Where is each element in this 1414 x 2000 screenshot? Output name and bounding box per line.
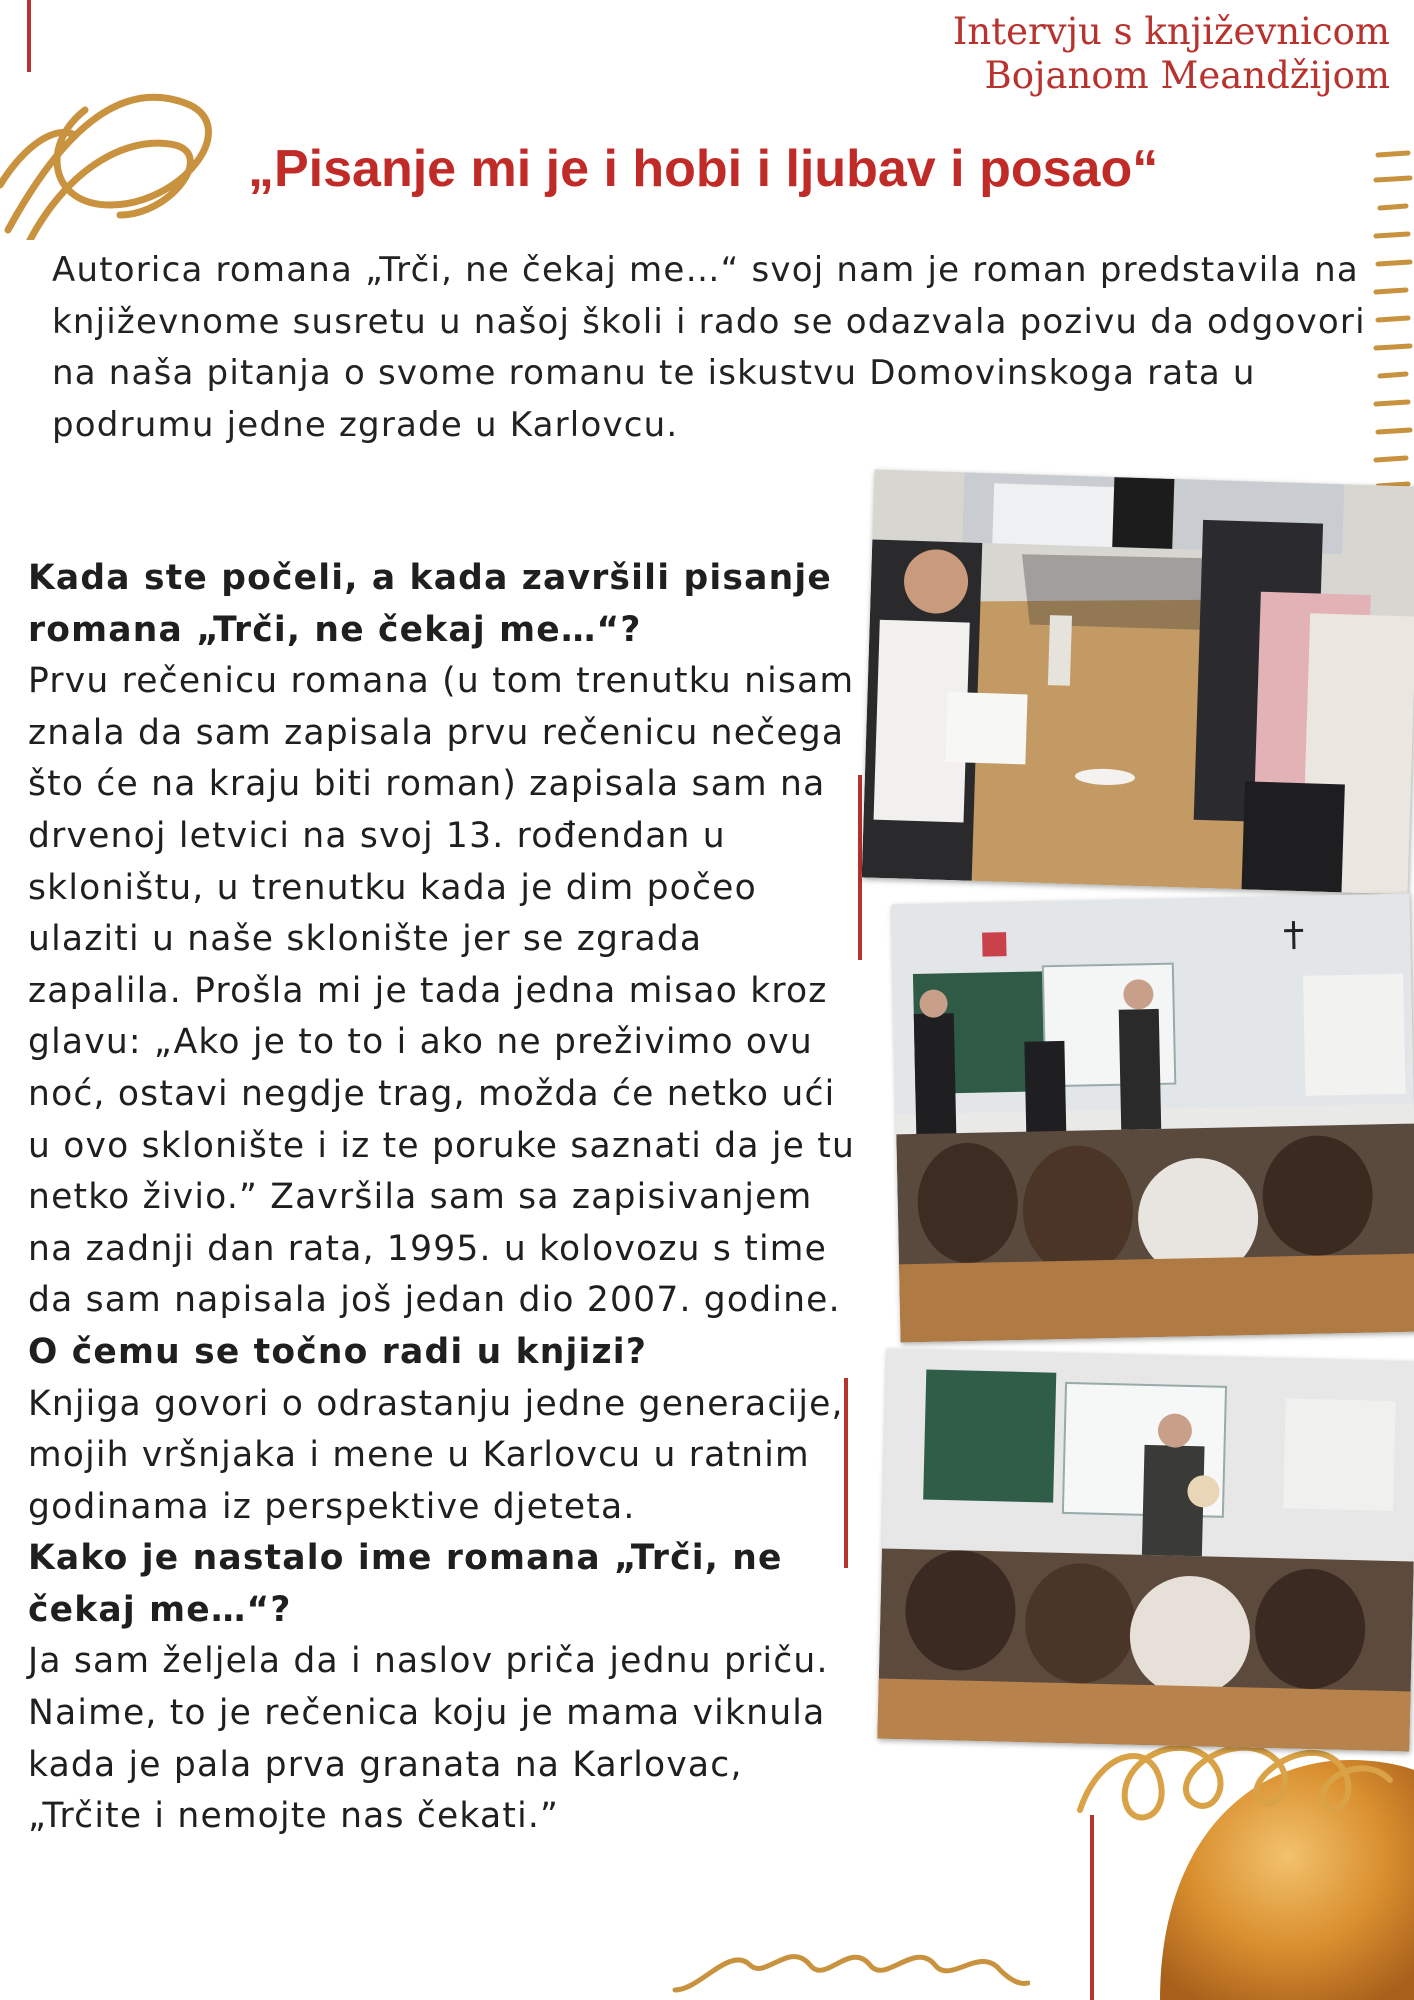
gold-semicircle-decoration bbox=[1070, 1720, 1414, 2000]
interview-question-2: O čemu se točno radi u knjizi? bbox=[28, 1331, 648, 1372]
header-label bbox=[953, 10, 1390, 98]
gold-waves-decoration bbox=[670, 1935, 1030, 2000]
interview-column bbox=[28, 553, 858, 1843]
page-title: „Pisanje mi je i hobi i ljubav i posao“ bbox=[248, 140, 1159, 198]
interview-question-3: Kako je nastalo ime romana „Trči, ne čekaj me…“? bbox=[28, 1538, 783, 1630]
gold-stripes-decoration bbox=[1370, 150, 1414, 495]
interview-answer-3: Ja sam željela da i naslov priča jednu priču. Naime, to je rečenica koju je mama viknula kada je pala prva granata na Karlovac, „Trčite i nemojte nas čekati.” bbox=[28, 1641, 829, 1837]
interview-answer-2: Knjiga govori o odrastanju jedne generacije, mojih vršnjaka i mene u Karlovcu u ratnim godinama iz perspektive djeteta. bbox=[28, 1383, 844, 1527]
photo-classroom-presentation bbox=[891, 894, 1414, 1343]
gold-swirl-decoration bbox=[0, 55, 230, 240]
interview-question-1: Kada ste počeli, a kada završili pisanje romana „Trči, ne čekaj me…“? bbox=[28, 558, 832, 650]
interview-answer-1: Prvu rečenicu romana (u tom trenutku nisam znala da sam zapisala prvu rečenicu nečega što će na kraju biti roman) zapisala sam na drvenoj letvici na svoj 13. rođendan u skloništu, u trenutku kada je dim počeo ulaziti u naše sklonište jer se zgrada zapalila. Prošla mi je tada jedna misao kroz glavu: „Ako je to to i ako ne preživimo ovu noć, ostavi negdje trag, možda će netko ući u ovo sklonište i iz te poruke saznati da je tu netko živio.” Završila sam sa zapisivanjem na zadnji dan rata, 1995. u kolovozu s time da sam napisala još jedan dio 2007. godine. bbox=[28, 661, 856, 1321]
header-label-line1: Intervju s književnicom bbox=[952, 10, 1390, 53]
header-label-line2: Bojanom Meandžijom bbox=[984, 54, 1390, 97]
intro-paragraph: Autorica romana „Trči, ne čekaj me…“ svoj nam je roman predstavila na književnome susretu u našoj školi i rado se odazvala pozivu da odgovori na naša pitanja o svome romanu te iskustvu Domovinskoga rata u podrumu jedne zgrade u Karlovcu. bbox=[52, 250, 1366, 445]
photo-book-signing bbox=[862, 470, 1414, 895]
photo-author-with-flowers bbox=[877, 1349, 1414, 1752]
